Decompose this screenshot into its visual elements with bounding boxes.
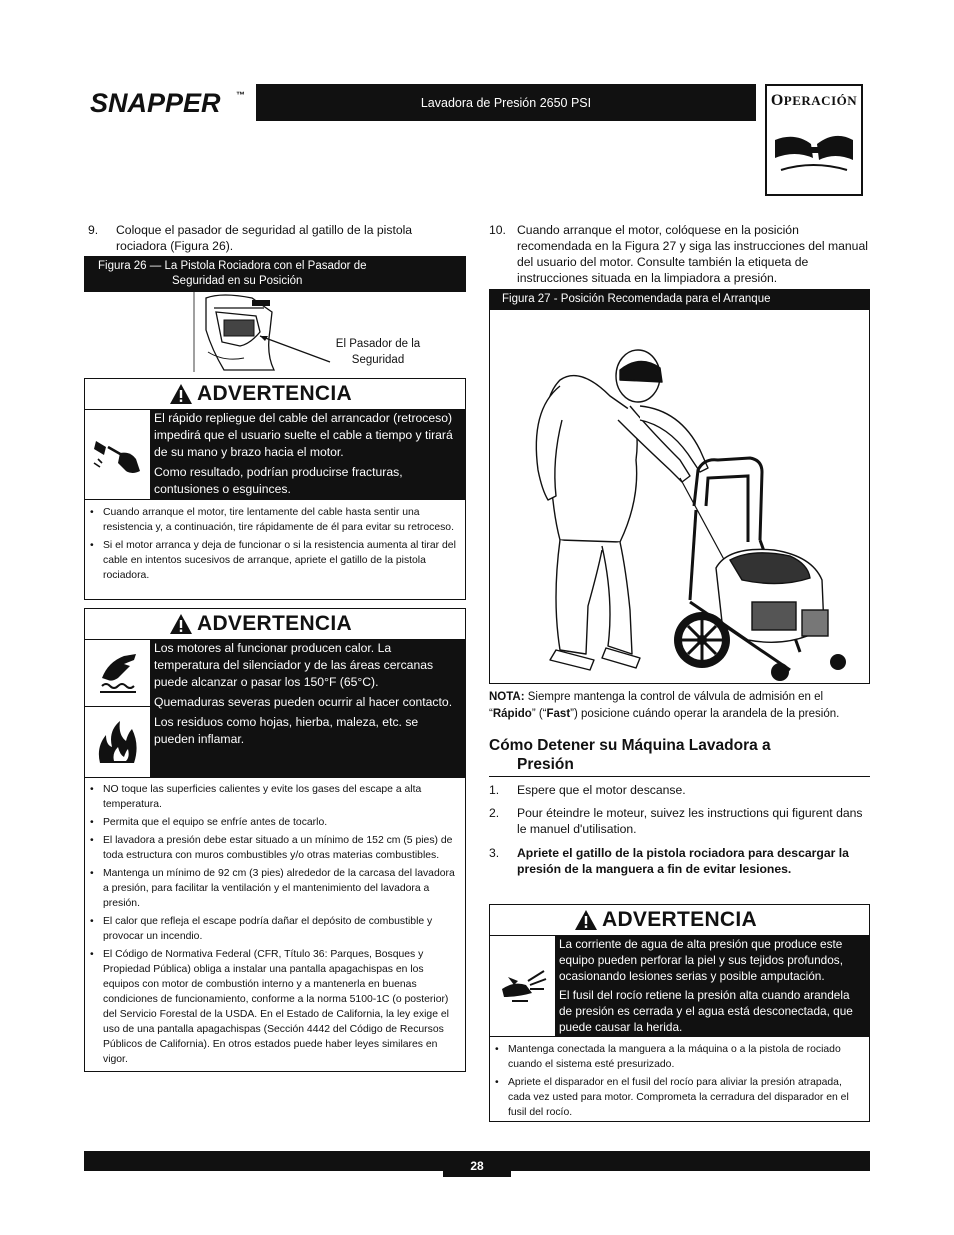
warning-triangle-icon — [169, 613, 193, 635]
step-9: 9. Coloque el pasador de seguridad al gatillo de la pistola rociadora (Figura 26). — [88, 223, 413, 253]
step-10: 10. Cuando arranque el motor, colóquese en la posición recomendada en la Figura 27 y siga las instrucciones del manual del usuario del motor. Consulte también la etiqueta de instrucciones situada en la limpiadora a presión. — [489, 223, 868, 285]
warning-header: ADVERTENCIA — [85, 379, 465, 410]
operator-starting-engine-illustration — [490, 310, 869, 683]
warning-header: ADVERTENCIA — [85, 609, 465, 640]
brand-text: SNAPPER — [90, 88, 221, 118]
stop-step-1: 1. Espere que el motor descanse. — [489, 783, 686, 797]
section-divider — [489, 776, 870, 777]
warning-header: ADVERTENCIA — [490, 905, 869, 936]
list-item: • Si el motor arranca y deja de funcionar o si la resistencia aumenta al tirar del cable en intentos sucesivos de arranque, apriete el gatillo de la pistola rociadora. — [89, 538, 459, 583]
warning-text-block: La corriente de agua de alta presión que produce este equipo pueden perforar la piel y sus tejidos profundos, ocasionando lesiones serias y posible amputación. El fusil del rocío retiene la presión alta cuando arandela de presión es cerrada y el agua está desconectada, que puede causar la herida. — [556, 936, 869, 1036]
figure-27 — [489, 289, 870, 684]
warning-text-block: El rápido repliegue del cable del arrancador (retroceso) impedirá que el usuario suelte el cable a tiempo y tirará de su mano y brazo hacia el motor. Como resultado, podrían producirse fracturas, contusiones o esguinces. — [151, 410, 465, 499]
warning-box-recoil — [84, 378, 466, 600]
header-title-bar — [256, 84, 756, 121]
warning-text-block: Los motores al funcionar producen calor. La temperatura del silenciador y de las áreas cercanas puede alcanzar o pasar los 150°F (65°C). Quemaduras severas pueden ocurrir al hacer contacto. Los residuos como hojas, hierba, maleza, etc. se pueden inflamar. — [151, 640, 465, 777]
warning-box-high-pressure — [489, 904, 870, 1122]
list-item: • Mantenga conectada la manguera a la máquina o a la pistola de rociado cuando el sistema esté presurizado. — [494, 1042, 863, 1072]
list-item: • El lavadora a presión debe estar situado a un mínimo de 152 cm (5 pies) de toda estructura con muros combustibles y/o otras materias combustibles. — [89, 833, 459, 863]
list-item: • Cuando arranque el motor, tire lentamente del cable hasta sentir una resistencia y, a continuación, tire rápidamente de él para evitar su retroceso. — [89, 505, 459, 535]
fire-icon — [85, 707, 150, 777]
list-item: • Apriete el disparador en el fusil del rocío para aliviar la presión atrapada, cada vez usted para motor. Comprometa la cerradura del disparador en el fusil del rocío. — [494, 1075, 863, 1120]
figure-27-caption: Figura 27 - Posición Recomendada para el Arranque — [490, 290, 869, 310]
hot-surface-icon — [85, 640, 150, 707]
figure-26-caption: Figura 26 — La Pistola Rociadora con el Pasador de Seguridad en su Posición — [84, 256, 466, 292]
recoil-hand-icon — [85, 410, 151, 499]
section-tab-operacion — [765, 84, 863, 196]
list-item: • Permita que el equipo se enfríe antes de tocarlo. — [89, 815, 459, 830]
warning-box-heat — [84, 608, 466, 1072]
hand-pull-icon — [773, 110, 855, 192]
warning-triangle-icon — [169, 383, 193, 405]
list-item: • Mantenga un mínimo de 92 cm (3 pies) alrededor de la carcasa del lavadora a presión, para facilitar la ventilación y el mantenimiento del lavadora a presión. — [89, 866, 459, 911]
section-heading-stop-washer: Cómo Detener su Máquina Lavadora a Presión — [489, 737, 771, 773]
high-pressure-injection-icon — [490, 936, 556, 1036]
warning-triangle-icon — [574, 909, 598, 931]
stop-step-2: 2. Pour éteindre le moteur, suivez les instructions qui figurent dans le manuel d'utilisation. — [489, 806, 863, 836]
section-tab-title: OPERACIÓN — [770, 92, 858, 109]
trademark-mark: ™ — [236, 90, 245, 100]
warning-bullets — [85, 777, 465, 1075]
snapper-logo — [90, 88, 250, 118]
list-item: • NO toque las superficies calientes y evite los gases del escape a alta temperatura. — [89, 782, 459, 812]
page-number: 28 — [443, 1155, 511, 1177]
product-title: Lavadora de Presión 2650 PSI — [420, 95, 592, 110]
list-item: • El calor que refleja el escape podría dañar el depósito de combustible y provocar un incendio. — [89, 914, 459, 944]
warning-bullets — [85, 499, 465, 591]
figure-26-callout: El Pasador de la Seguridad — [335, 338, 421, 366]
note-fast-position: NOTA: Siempre mantenga la control de válvula de admisión en el “Rápido” (“Fast”) posicione cuándo operar la arandela de la presión. — [489, 691, 840, 720]
stop-step-3: 3. Apriete el gatillo de la pistola rociadora para descargar la presión de la manguera a fin de evitar lesiones. — [489, 846, 849, 876]
list-item: • El Código de Normativa Federal (CFR, Título 36: Parques, Bosques y Propiedad Pública) obliga a instalar una pantalla apagachispas en los equipos con motor de combustión interno y a mantenerla en buenas condiciones de funcionamiento, conforme a la norma 5100-1C (o posterior) del Servicio Forestal de la USDA. En el Estado de California, la ley exige el uso de una pantalla apagachispas (Sección 4442 del Código de Recursos Públicos de California). En otros estados puede haber leyes similares en vigor. — [89, 947, 459, 1067]
figure-26-image — [84, 292, 466, 372]
warning-bullets — [490, 1036, 869, 1128]
